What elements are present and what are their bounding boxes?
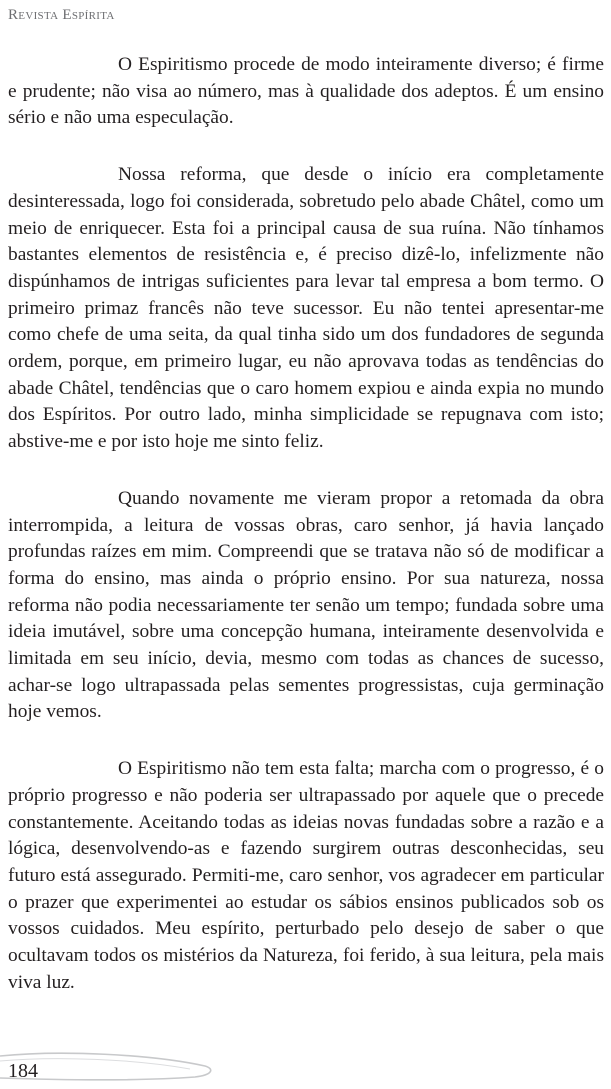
page-footer — [0, 1048, 611, 1089]
folio-ornament-curve — [0, 1048, 611, 1089]
paragraph: O Espiritismo procede de modo inteiramente diverso; é firme e prudente; não visa ao número, mas à qualidade dos adeptos. É um ensino sério e não uma especulação. — [8, 54, 604, 129]
paragraph: Quando novamente me vieram propor a retomada da obra interrompida, a leitura de vossas obras, caro senhor, já havia lançado profundas raízes em mim. Compreendi que se tratava não só de modificar a forma do ensino, mas ainda o próprio ensino. Por sua natureza, nossa reforma não podia necessariamente ter senão um tempo; fundada sobre uma ideia imutável, sobre uma concepção humana, inteiramente desenvolvida e limitada em seu início, devia, mesmo com todas as chances de sucesso, achar-se logo ultrapassada pelas sementes progressistas, cuja germinação hoje vemos. — [8, 487, 604, 723]
paragraph: Nossa reforma, que desde o início era completamente desinteressada, logo foi considerada, sobretudo pelo abade Châtel, como um meio de enriquecer. Esta foi a principal causa de sua ruína. Não tínhamos bastantes elementos de resistência e, é preciso dizê-lo, infelizmente não dispúnhamos de intrigas suficientes para levar tal empresa a bom termo. O primeiro primaz francês não teve sucessor. Eu não tentei apresentar-me como chefe de uma seita, da qual tinha sido um dos fundadores de segunda ordem, porque, em primeiro lugar, eu não aprovava todas as tendências do abade Châtel, tendências que o caro homem expiou e ainda expia no mundo dos Espíritos. Por outro lado, minha simplicidade se repugnava com isto; abstive-me e por isto hoje me sinto feliz. — [8, 164, 604, 453]
paragraph: O Espiritismo não tem esta falta; marcha com o progresso, é o próprio progresso e não poderia ser ultrapassado por aquele que o precede constantemente. Aceitando todas as ideias novas fundadas sobre a razão e a lógica, desenvolvendo-as e fazendo surgirem outras desconhecidas, seu futuro está assegurado. Permiti-me, caro senhor, vos agradecer em particular o prazer que experimentei ao estudar os sábios ensinos publicados sob os vossos cuidados. Meu espírito, perturbado pelo desejo de saber o que ocultavam todos os mistérios da Natureza, foi ferido, à sua leitura, pela mais viva luz. — [8, 758, 604, 993]
running-title: Revista Espírita — [8, 7, 115, 23]
page-number: 184 — [8, 1060, 38, 1082]
page-body — [8, 52, 604, 1027]
